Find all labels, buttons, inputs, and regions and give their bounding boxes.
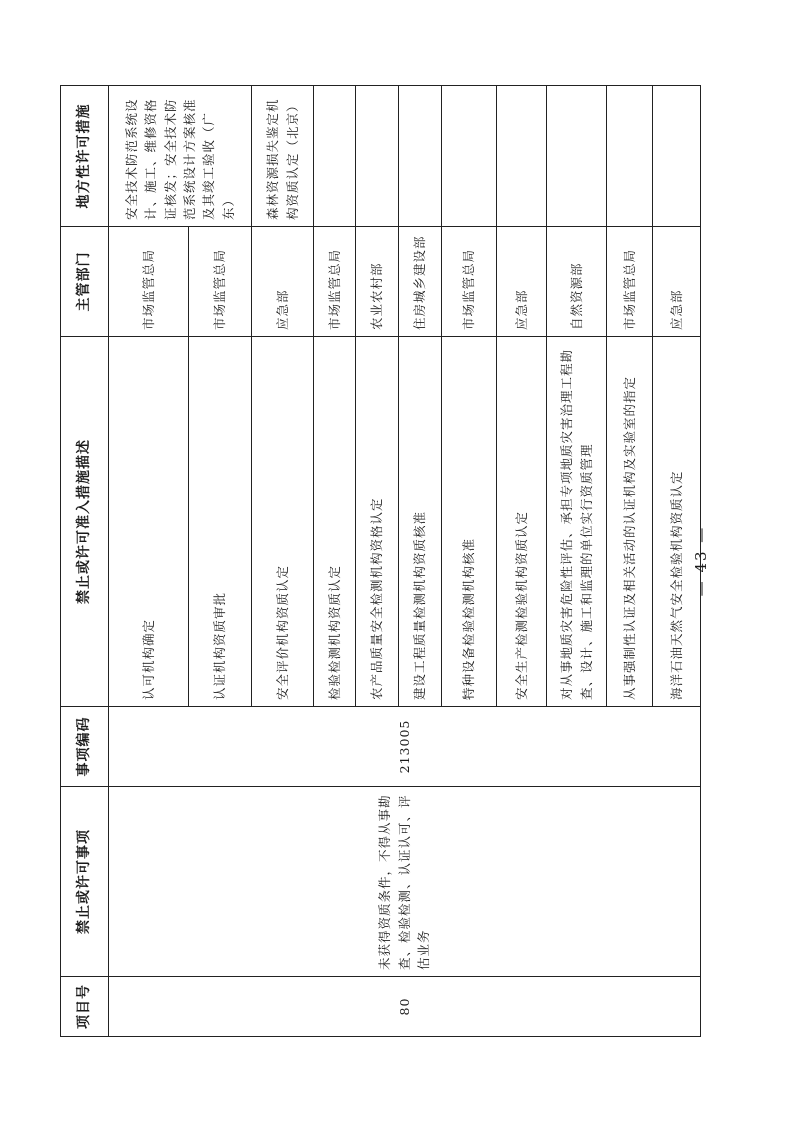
measure-cell: 建设工程质量检测机构资质核准 xyxy=(399,337,442,707)
table-header-row xyxy=(61,86,109,1037)
permit-table xyxy=(60,85,701,1037)
dept-cell: 市场监管总局 xyxy=(442,227,497,337)
item-name: 未获得资质条件，不得从事勘查、检验检测、认证认可、评估业务 xyxy=(109,787,701,977)
local-cell xyxy=(442,86,497,227)
measure-cell: 对从事地质灾害危险性评估、承担专项地质灾害治理工程勘查、设计、施工和监理的单位实行资质管理 xyxy=(547,337,607,707)
dept-cell: 应急部 xyxy=(653,227,701,337)
header-item-no: 项目号 xyxy=(61,977,109,1037)
page-number: — 43 — xyxy=(692,525,710,597)
measure-cell: 安全生产检测检验机构资质认定 xyxy=(497,337,547,707)
item-number: 80 xyxy=(109,977,701,1037)
measure-cell: 特种设备检验检测机构核准 xyxy=(442,337,497,707)
local-cell xyxy=(356,86,399,227)
measure-cell: 农产品质量安全检测机构资格认定 xyxy=(356,337,399,707)
measure-cell: 从事强制性认证及相关活动的认证机构及实验室的指定 xyxy=(607,337,653,707)
item-code: 213005 xyxy=(109,707,701,787)
measure-cell: 认可机构确定 xyxy=(109,337,189,707)
header-measure: 禁止或许可准入措施描述 xyxy=(61,337,109,707)
dept-cell: 市场监管总局 xyxy=(314,227,356,337)
dept-cell: 市场监管总局 xyxy=(189,227,252,337)
dept-cell: 住房城乡建设部 xyxy=(399,227,442,337)
dept-cell: 市场监管总局 xyxy=(109,227,189,337)
measure-cell: 海洋石油天然气安全检验机构资质认定 xyxy=(653,337,701,707)
measure-cell: 认证机构资质审批 xyxy=(189,337,252,707)
local-cell xyxy=(547,86,607,227)
local-cell xyxy=(399,86,442,227)
local-cell xyxy=(607,86,653,227)
header-dept: 主管部门 xyxy=(61,227,109,337)
local-cell xyxy=(497,86,547,227)
local-cell: 安全技术防范系统设计、施工、维修资格证核发；安全技术防范系统设计方案核准及其竣工验收（广东） xyxy=(109,86,252,227)
measure-cell: 安全评价机构资质认定 xyxy=(252,337,314,707)
header-code: 事项编码 xyxy=(61,707,109,787)
measure-cell: 检验检测机构资质认定 xyxy=(314,337,356,707)
header-item: 禁止或许可事项 xyxy=(61,787,109,977)
dept-cell: 应急部 xyxy=(497,227,547,337)
local-cell: 森林资源损失鉴定机构资质认定（北京） xyxy=(252,86,314,227)
dept-cell: 农业农村部 xyxy=(356,227,399,337)
dept-cell: 应急部 xyxy=(252,227,314,337)
table-row xyxy=(109,86,189,1037)
header-local: 地方性许可措施 xyxy=(61,86,109,227)
local-cell xyxy=(314,86,356,227)
dept-cell: 市场监管总局 xyxy=(607,227,653,337)
dept-cell: 自然资源部 xyxy=(547,227,607,337)
local-cell xyxy=(653,86,701,227)
